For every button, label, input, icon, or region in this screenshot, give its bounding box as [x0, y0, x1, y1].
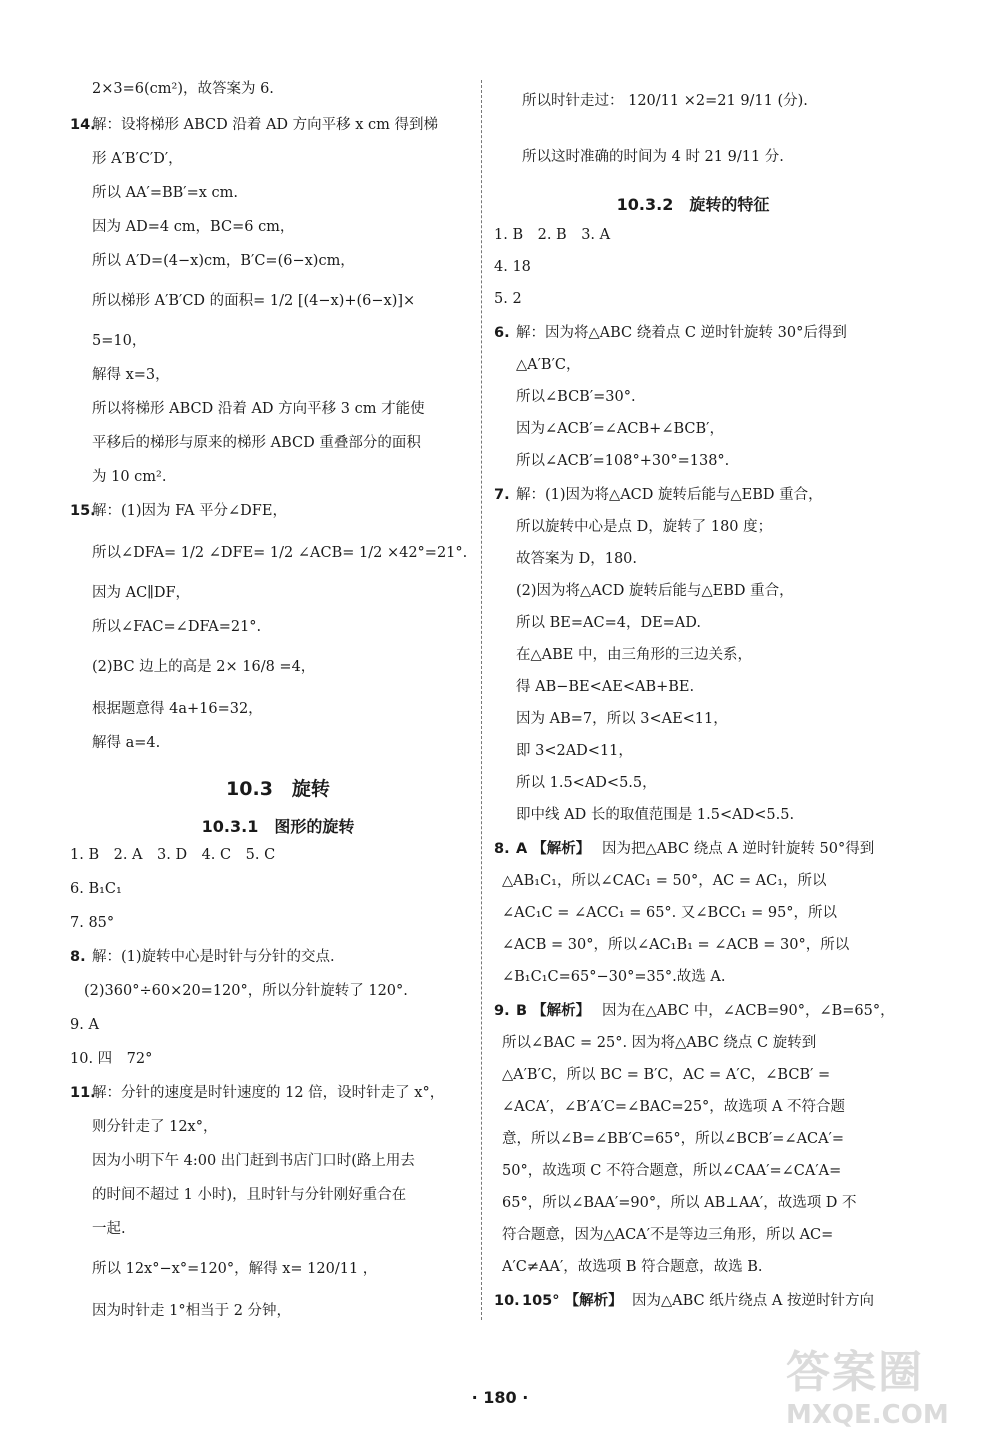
text-line: △AB₁C₁，所以∠CAC₁ = 50°，AC = AC₁，所以	[502, 873, 827, 889]
text-line: 得 AB−BE<AE<AB+BE.	[516, 679, 695, 695]
text-line: 所以∠ACB′=108°+30°=138°.	[516, 453, 730, 469]
text-line: 解：(1)旋转中心是时针与分针的交点.	[92, 949, 335, 965]
text-line: 所以 A′D=(4−x)cm，B′C=(6−x)cm，	[92, 253, 355, 269]
text-line: 因为 AC∥DF，	[92, 585, 191, 601]
text-line: 解：因为将△ABC 绕着点 C 逆时针旋转 30°后得到	[516, 325, 847, 341]
watermark-text: 答案圈	[786, 1347, 924, 1398]
question-number-11: 11.	[70, 1085, 96, 1101]
text-line: 2×3=6(cm²)，故答案为 6.	[92, 81, 274, 97]
question-number-10-right: 10.	[494, 1293, 520, 1309]
text-line: 为 10 cm².	[92, 469, 167, 485]
text-line: 根据题意得 4a+16=32，	[92, 701, 263, 717]
text-line: 所以将梯形 ABCD 沿着 AD 方向平移 3 cm 才能使	[92, 401, 425, 417]
question-number-8-right: 8.	[494, 841, 510, 857]
text-line: 平移后的梯形与原来的梯形 ABCD 重叠部分的面积	[92, 435, 421, 451]
text-line: 因为△ABC 纸片绕点 A 按逆时针方向	[632, 1293, 874, 1309]
text-line: 一起.	[92, 1221, 126, 1237]
text-line: 因为∠ACB′=∠ACB+∠BCB′，	[516, 421, 724, 437]
text-line: 符合题意，因为△ACA′不是等边三角形，所以 AC=	[502, 1227, 834, 1243]
text-line: 所以旋转中心是点 D，旋转了 180 度；	[516, 519, 773, 535]
text-line: 解得 x=3，	[92, 367, 170, 383]
text-line: 因为 AB=7，所以 3<AE<11，	[516, 711, 728, 727]
text-line: 因为小明下午 4:00 出门赶到书店门口时(路上用去	[92, 1153, 415, 1169]
text-line: 所以这时准确的时间为 4 时 21 9/11 分.	[522, 149, 784, 165]
text-line: 意，所以∠B=∠BB′C=65°，所以∠BCB′=∠ACA′=	[502, 1131, 845, 1147]
text-line: △A′B′C，	[516, 357, 581, 373]
question-number-6: 6.	[494, 325, 510, 341]
text-line: (2)360°÷60×20=120°，所以分针旋转了 120°.	[84, 983, 408, 999]
answer-line: 1. B 2. A 3. D 4. C 5. C	[70, 847, 276, 863]
analysis-tag: 105° 【解析】	[522, 1293, 623, 1309]
question-number-7: 7.	[494, 487, 510, 503]
text-line: 所以 12x°−x°=120°，解得 x= 120/11 ，	[92, 1261, 378, 1277]
text-line: 所以时针走过： 120/11 ×2=21 9/11 (分).	[522, 93, 808, 109]
text-line: 所以∠BCB′=30°.	[516, 389, 636, 405]
text-line: 所以 1.5<AD<5.5，	[516, 775, 657, 791]
text-line: 所以 BE=AC=4，DE=AD.	[516, 615, 701, 631]
question-number-8: 8.	[70, 949, 86, 965]
question-number-14: 14.	[70, 117, 96, 133]
text-line: 形 A′B′C′D′，	[92, 151, 183, 167]
answer-line: 4. 18	[494, 259, 531, 275]
column-divider	[481, 80, 482, 1320]
text-line: 故答案为 D，180.	[516, 551, 638, 567]
text-line: 解得 a=4.	[92, 735, 161, 751]
answer-line: 5. 2	[494, 291, 522, 307]
text-line: 解：(1)因为将△ACD 旋转后能与△EBD 重合，	[516, 487, 823, 503]
text-line: 因为 AD=4 cm，BC=6 cm，	[92, 219, 295, 235]
section-heading-10-3: 10.3 旋转	[226, 778, 330, 800]
text-line: 50°，故选项 C 不符合题意，所以∠CAA′=∠CA′A=	[502, 1163, 842, 1179]
text-line: 即 3<2AD<11，	[516, 743, 633, 759]
text-line: ∠B₁C₁C=65°−30°=35°.故选 A.	[502, 969, 726, 985]
text-line: 所以∠FAC=∠DFA=21°.	[92, 619, 262, 635]
text-line: 所以∠BAC = 25°. 因为将△ABC 绕点 C 旋转到	[502, 1035, 817, 1051]
subsection-heading-10-3-2: 10.3.2 旋转的特征	[616, 195, 770, 214]
text-line: 因为把△ABC 绕点 A 逆时针旋转 50°得到	[602, 841, 875, 857]
text-line: 解：(1)因为 FA 平分∠DFE，	[92, 503, 287, 519]
watermark-logo	[786, 1336, 986, 1432]
answer-line: 1. B 2. B 3. A	[494, 227, 611, 243]
question-number-9-right: 9.	[494, 1003, 510, 1019]
answer-line: 7. 85°	[70, 915, 115, 931]
text-line: (2)因为将△ACD 旋转后能与△EBD 重合，	[516, 583, 794, 599]
text-line: ∠ACA′，∠B′A′C=∠BAC=25°，故选项 A 不符合题	[502, 1099, 845, 1115]
text-line: 所以∠DFA= 1/2 ∠DFE= 1/2 ∠ACB= 1/2 ×42°=21°.	[92, 545, 468, 561]
text-line: ∠ACB = 30°，所以∠AC₁B₁ = ∠ACB = 30°，所以	[502, 937, 850, 953]
text-line: 5=10，	[92, 333, 147, 349]
text-line: 所以 AA′=BB′=x cm.	[92, 185, 239, 201]
text-line: 在△ABE 中，由三角形的三边关系，	[516, 647, 752, 663]
analysis-tag: A 【解析】	[516, 841, 591, 857]
text-line: 解：分针的速度是时针速度的 12 倍，设时针走了 x°，	[92, 1085, 445, 1101]
answer-line: 9. A	[70, 1017, 99, 1033]
text-line: ∠AC₁C = ∠ACC₁ = 65°. 又∠BCC₁ = 95°，所以	[502, 905, 838, 921]
answer-line: 10. 四 72°	[70, 1051, 153, 1067]
text-line: (2)BC 边上的高是 2× 16/8 =4，	[92, 659, 316, 675]
question-number-15: 15.	[70, 503, 96, 519]
text-line: 即中线 AD 长的取值范围是 1.5<AD<5.5.	[516, 807, 795, 823]
text-line: 因为在△ABC 中，∠ACB=90°，∠B=65°，	[602, 1003, 895, 1019]
text-line: 所以梯形 A′B′CD 的面积= 1/2 [(4−x)+(6−x)]×	[92, 293, 416, 309]
answer-line: 6. B₁C₁	[70, 881, 122, 897]
analysis-tag: B 【解析】	[516, 1003, 591, 1019]
text-line: 65°，所以∠BAA′=90°，所以 AB⊥AA′，故选项 D 不	[502, 1195, 857, 1211]
watermark-url: MXQE.COM	[786, 1400, 949, 1430]
text-line: 的时间不超过 1 小时)，且时针与分针刚好重合在	[92, 1187, 407, 1203]
text-line: 解：设将梯形 ABCD 沿着 AD 方向平移 x cm 得到梯	[92, 117, 439, 133]
text-line: 因为时针走 1°相当于 2 分钟，	[92, 1303, 292, 1319]
subsection-heading-10-3-1: 10.3.1 图形的旋转	[201, 817, 355, 836]
text-line: 则分针走了 12x°，	[92, 1119, 218, 1135]
text-line: A′C≠AA′，故选项 B 符合题意，故选 B.	[502, 1259, 763, 1275]
text-line: △A′B′C，所以 BC = B′C，AC = A′C，∠BCB′ =	[502, 1067, 831, 1083]
page-number: · 180 ·	[471, 1388, 529, 1407]
